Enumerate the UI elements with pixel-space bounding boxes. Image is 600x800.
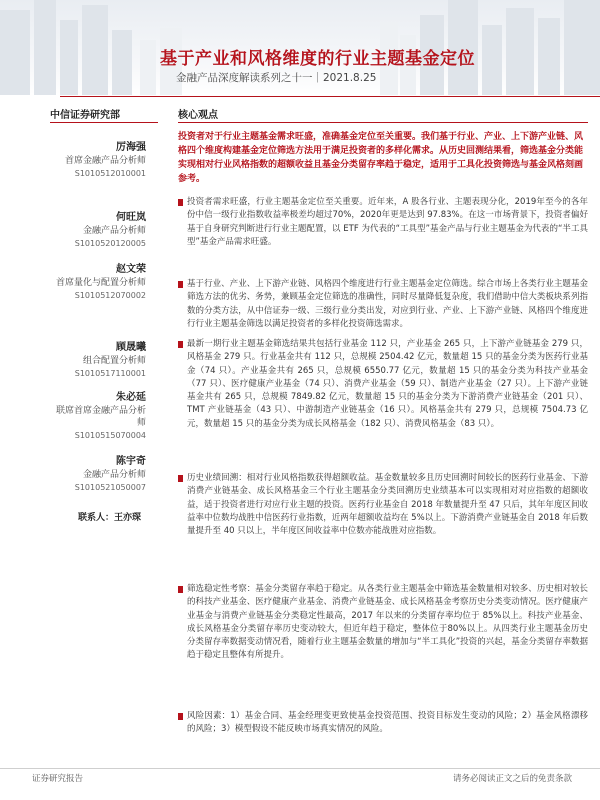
report-header: [0, 0, 600, 95]
analyst-name: 陈宇奇: [116, 456, 146, 467]
analyst-card: [50, 456, 146, 494]
analyst-code: S1010512010001: [74, 169, 146, 178]
bullet-marker-icon: [178, 281, 183, 288]
bullet-marker-icon: [178, 199, 183, 206]
sidebar-divider: [50, 122, 158, 123]
report-subtitle: 金融产品深度解读系列之十一｜2021.8.25: [176, 72, 377, 84]
paragraph-text: 筛选稳定性考察：基金分类留存率趋于稳定。从各类行业主题基金中筛选基金数量相对较多、历史相对较长的科技产业基金、医疗健康产业基金、消费产业链基金、成长风格基金考察历史分类变动情况。医疗健康产业基金与消费产业链基金分类稳定性最高，2017 年以来的分类留存率均位于 85%以上。科技产业基金、成长风格基金分类留存率历史变动较大，但近年趋于稳定，整体位于80%以上。从四类行业主题基金历史分类留存率数据变动情况看，随着行业主题基金数量的增加与“半工具化”投资的兴起，基金分类留存率数据趋于稳定且整体有所提升。: [187, 584, 588, 661]
analyst-card: [50, 264, 146, 302]
paragraph-text: 基于行业、产业、上下游产业链、风格四个维度进行行业主题基金定位筛选。综合市场上各类行业主题基金筛选方法的优劣、务势，兼顾基金定位筛选的准确性，同时尽量降低复杂度，我们借助中信大类板块系列指数的分类方法，从中信证券一级、三级行业分类出发，对应到行业、产业、上下游产业链、风格四个维度进行行业主题基金筛选以满足投资者的多样化投资筛选需求。: [187, 279, 588, 329]
view-paragraph: [178, 338, 588, 431]
analyst-name: 朱必延: [116, 392, 146, 403]
analyst-role: 金融产品分析师: [82, 226, 146, 236]
bullet-marker-icon: [178, 475, 183, 482]
paragraph-text: 投资者需求旺盛，行业主题基金定位至关重要。近年来，A 股各行业、主题表现分化，2019年至今的各年份中信一级行业指数收益率极差均超过70%，2020年更是达到 97.83%。在这一市场背景下，投资者偏好基于自身研究判断进行行业主题配置，以 ETF 为代表的“工具型”基金产品与行业主题基金为代表的“半工具型”基金产品需求旺盛。: [187, 197, 588, 247]
contact-person: 联系人：王亦琛: [78, 513, 142, 523]
header-divider: [60, 96, 600, 97]
footer-label: 证券研究报告: [32, 774, 84, 784]
analyst-role: 组合配置分析师: [82, 356, 146, 366]
bullet-marker-icon: [178, 341, 183, 348]
analyst-role: 首席金融产品分析师: [64, 156, 146, 166]
analyst-card: [50, 212, 146, 250]
analyst-card: [50, 342, 146, 380]
view-paragraph: [178, 472, 588, 538]
paragraph-text: 历史业绩回溯：相对行业风格指数获得超额收益。基金数量较多且历史回溯时间较长的医药行业基金、下游消费产业链基金、成长风格基金三个行业主题基金分类回溯历史业绩基本可以实现相对对应指数的超额收益，适于投资者进行对应行业主题的投资。医药行业基金自 2018 年数量提升至 47 只后，其年年度区间收益率中位数均战胜中信医药行业指数，近两年超额收益均在 5%以上。下游消费产业链基金自 2018 年后数量提升至 40 只以上，半年度区间收益率中位数亦能战胜对应指数。: [187, 473, 588, 537]
analyst-card: [50, 392, 146, 442]
lead-summary: 投资者对于行业主题基金需求旺盛，准确基金定位至关重要。我们基于行业、产业、上下游产业链、风格四个维度构建基金定位筛选方法用于满足投资者的多样化需求。从历史回测结果看，筛选基金分类能实现相对行业风格指数的超额收益且基金分类留存率趋于稳定，适用于工具化投资筛选与基金风格刻画参考。: [178, 132, 584, 184]
paragraph-text: 风险因素：1）基金合同、基金经理变更致使基金投资范围、投资目标发生变动的风险；2）基金风格漂移的风险；3）模型假设不能反映市场真实情况的风险。: [187, 711, 588, 735]
bullet-marker-icon: [178, 586, 183, 593]
analyst-code: S1010515070004: [74, 431, 146, 440]
analyst-code: S1010520120005: [74, 239, 146, 248]
analyst-role: 联席首席金融产品分析师: [55, 406, 146, 428]
analyst-code: S1010521050007: [74, 483, 146, 492]
bullet-marker-icon: [178, 713, 183, 720]
paragraph-text: 最新一期行业主题基金筛选结果共包括行业基金 112 只，产业基金 265 只，上下游产业链基金 279 只，风格基金 279 只。行业基金共有 112 只，总规模 2504.42 亿元，数量超 15 只的基金分类为医药行业基金（74 只）。产业基金共有 265 只，总规模 6550.77 亿元，数量超 15 只的基金分类为科技产业基金（77 只）、医疗健康产业基金（74 只）、消费产业基金（59 只）、制造产业基金（27 只）。上下游产业链基金共有 265 只，总规模 7849.82 亿元，数量超 15 只的基金分类为下游消费产业链基金（201 只）、TMT 产业链基金（43 只）、中游制造产业链基金（16 只）。风格基金共有 279 只，总规模 7504.73 亿元，数量超 15 只的基金分类为成长风格基金（182 只）、消费风格基金（83 只）。: [187, 339, 588, 429]
analyst-name: 厉海强: [116, 142, 146, 153]
key-views-divider: [178, 122, 588, 123]
footer-divider: [0, 768, 600, 769]
analyst-role: 金融产品分析师: [82, 470, 146, 480]
view-paragraph: [178, 196, 588, 249]
view-paragraph: [178, 278, 588, 331]
analyst-name: 赵文荣: [116, 264, 146, 275]
department-label: 中信证券研究部: [50, 110, 120, 121]
analyst-card: [50, 142, 146, 180]
analyst-name: 顾晟曦: [116, 342, 146, 353]
key-views-heading: 核心观点: [178, 110, 218, 121]
view-paragraph: [178, 710, 588, 737]
analyst-name: 何旺岚: [116, 212, 146, 223]
footer-disclaimer: 请务必阅读正文之后的免责条款: [452, 774, 572, 784]
view-paragraph: [178, 583, 588, 663]
analyst-code: S1010517110001: [74, 369, 146, 378]
report-title: 基于产业和风格维度的行业主题基金定位: [160, 49, 475, 69]
analyst-role: 首席量化与配置分析师: [55, 278, 146, 288]
analyst-code: S1010512070002: [74, 291, 146, 300]
